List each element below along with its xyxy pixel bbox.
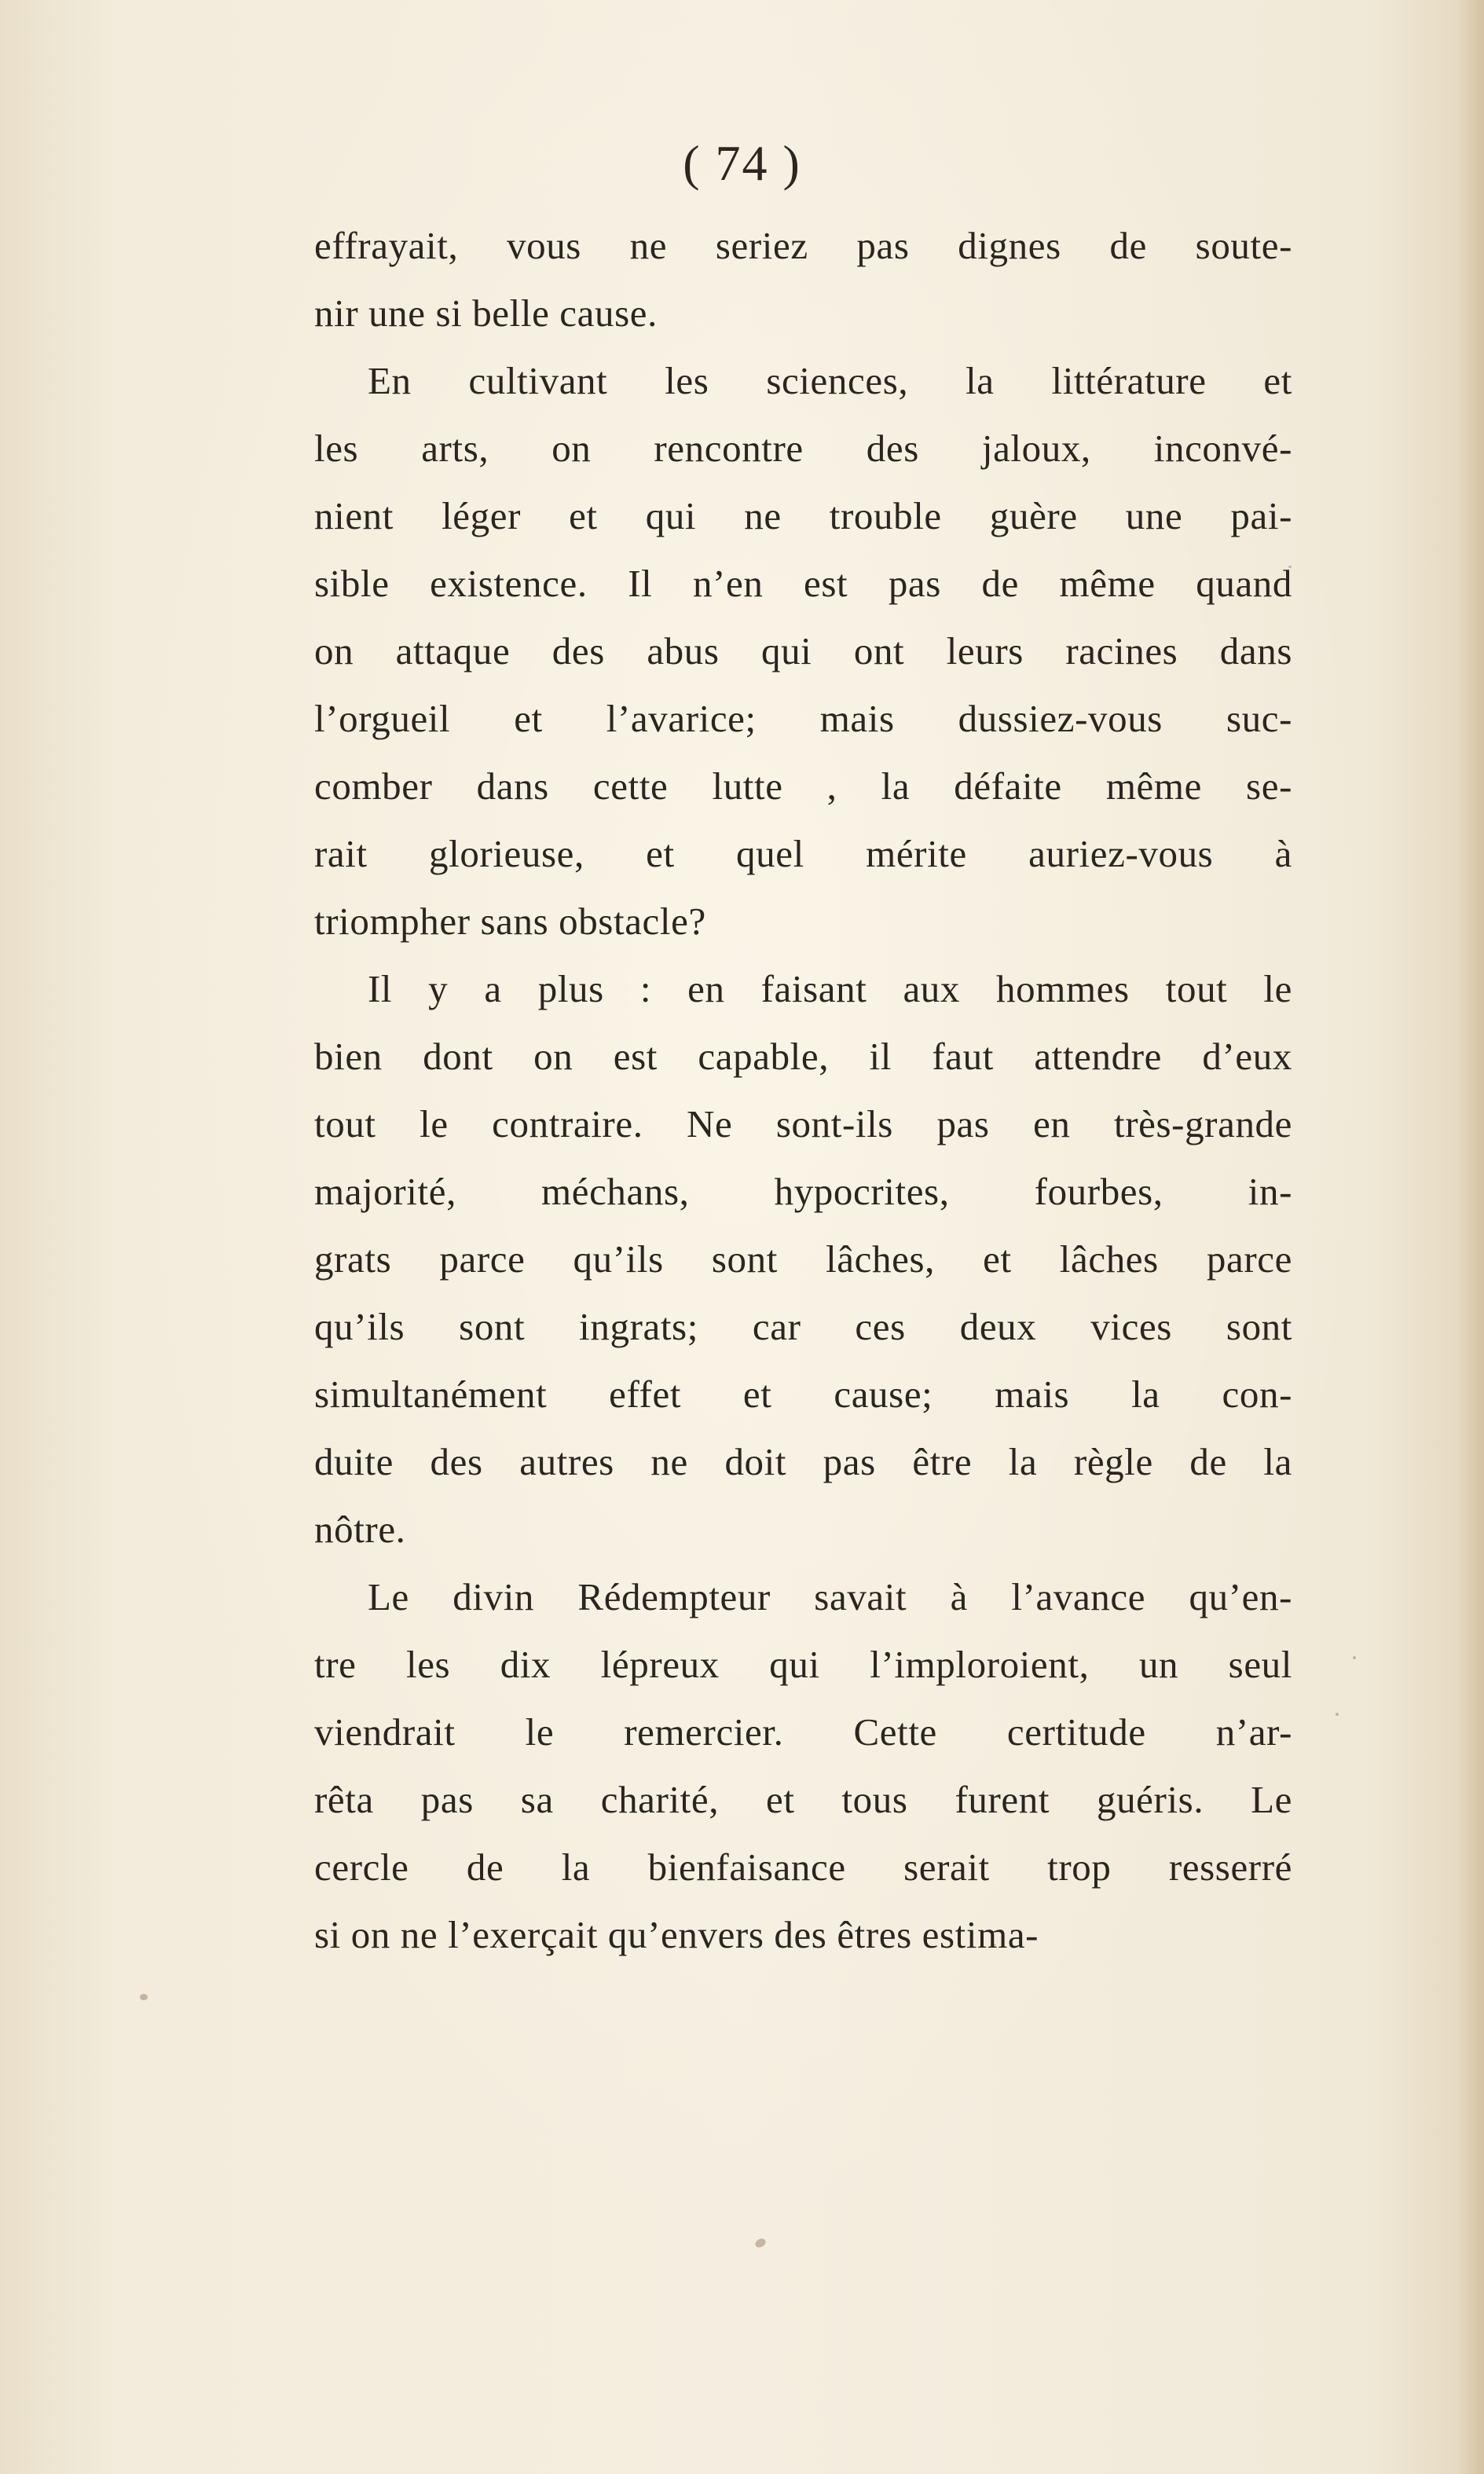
paragraph [314, 347, 1292, 955]
text-line: bien dont on est capable, il faut attendre d’eux [314, 1035, 1292, 1078]
text-line: grats parce qu’ils sont lâches, et lâches parce [314, 1237, 1292, 1281]
text-line: nient léger et qui ne trouble guère une pai- [314, 494, 1292, 537]
paper-speck [140, 1994, 148, 2000]
text-line: nôtre. [314, 1508, 406, 1551]
text-line: majorité, méchans, hypocrites, fourbes, in- [314, 1170, 1292, 1213]
page-number: ( 74 ) [683, 135, 801, 191]
text-line: comber dans cette lutte , la défaite même se- [314, 764, 1292, 808]
body-text [314, 212, 1292, 1969]
text-line: Il y a plus : en faisant aux hommes tout le [368, 967, 1292, 1010]
text-line: si on ne l’exerçait qu’envers des êtres estima- [314, 1913, 1039, 1956]
paper-speck [1353, 1656, 1356, 1659]
text-line: simultanément effet et cause; mais la con- [314, 1373, 1292, 1416]
text-line: duite des autres ne doit pas être la règle de la [314, 1440, 1292, 1483]
text-line: rait glorieuse, et quel mérite auriez-vous à [314, 832, 1292, 875]
text-line: En cultivant les sciences, la littérature et [368, 359, 1292, 402]
paragraph [314, 1563, 1292, 1969]
text-line: les arts, on rencontre des jaloux, inconvé- [314, 427, 1292, 470]
text-line: effrayait, vous ne seriez pas dignes de soute- [314, 224, 1292, 267]
paragraph [314, 212, 1292, 347]
text-line: triompher sans obstacle? [314, 900, 706, 943]
page-edge-shadow [1456, 0, 1484, 2474]
text-line: on attaque des abus qui ont leurs racines dans [314, 629, 1292, 673]
text-line: Le divin Rédempteur savait à l’avance qu’en- [368, 1575, 1292, 1618]
text-line: nir une si belle cause. [314, 291, 658, 335]
paper-speck [1336, 1713, 1339, 1716]
text-line: sible existence. Il n’en est pas de même quand [314, 562, 1292, 605]
text-line: tout le contraire. Ne sont-ils pas en très-grande [314, 1102, 1292, 1145]
paper-speck [753, 2237, 767, 2249]
text-line: tre les dix lépreux qui l’imploroient, un seul [314, 1643, 1292, 1686]
paragraph [314, 955, 1292, 1563]
text-line: qu’ils sont ingrats; car ces deux vices sont [314, 1305, 1292, 1348]
text-line: viendrait le remercier. Cette certitude n’ar- [314, 1710, 1292, 1754]
text-line: rêta pas sa charité, et tous furent guéris. Le [314, 1778, 1292, 1821]
text-line: cercle de la bienfaisance serait trop resserré [314, 1845, 1292, 1889]
text-line: l’orgueil et l’avarice; mais dussiez-vous suc- [314, 697, 1292, 740]
